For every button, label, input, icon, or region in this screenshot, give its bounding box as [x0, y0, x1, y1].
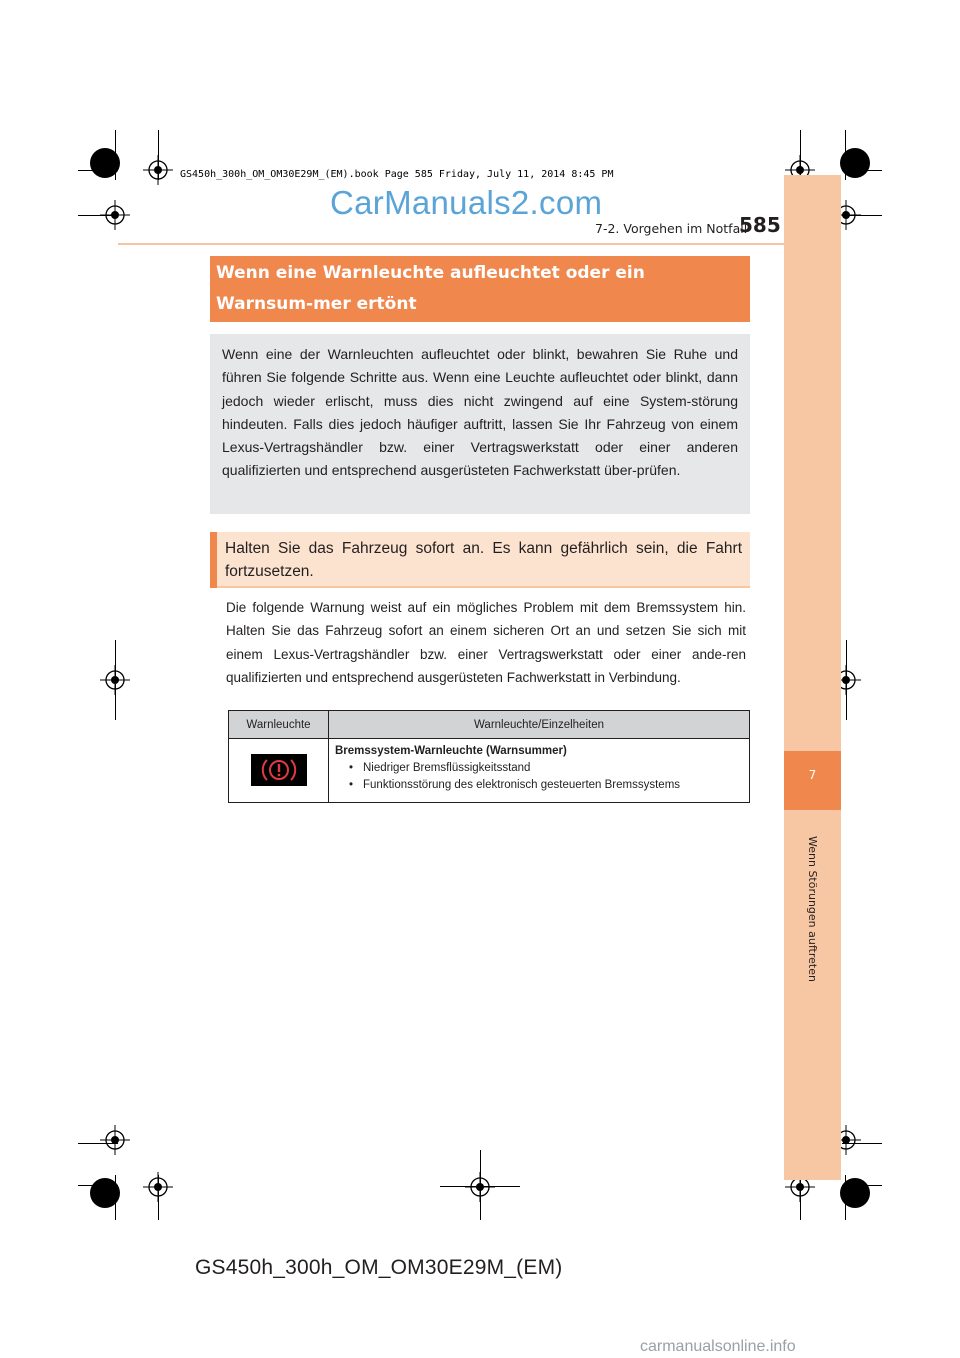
warning-title: Bremssystem-Warnleuchte (Warnsummer) [335, 745, 567, 757]
caution-bar [210, 532, 217, 588]
chapter-number: 7 [808, 768, 817, 782]
chapter-tab [784, 175, 841, 1180]
list-item: • Funktionsstörung des elektronisch gesteuerten Bremssystems [353, 777, 743, 794]
watermark-top: CarManuals2.com [330, 184, 603, 221]
registration-mark-icon [100, 665, 130, 695]
page-number: 585 [739, 213, 781, 237]
registration-mark-icon [100, 200, 130, 230]
table-row [229, 739, 750, 803]
header-rule [118, 243, 784, 245]
table-cell-details [329, 739, 750, 803]
list-item: • Niedriger Bremsflüssigkeitsstand [353, 760, 743, 777]
footer-code: GS450h_300h_OM_OM30E29M_(EM) [195, 1256, 563, 1279]
book-info: GS450h_300h_OM_OM30E29M_(EM).book Page 585 Friday, July 11, 2014 8:45 PM [180, 169, 614, 180]
brake-warning-icon [251, 754, 307, 786]
registration-mark-icon [143, 155, 173, 185]
watermark-bottom: carmanualsonline.info [640, 1338, 796, 1355]
registration-dot [840, 148, 870, 178]
caution-text: Halten Sie das Fahrzeug sofort an. Es kann gefährlich sein, die Fahrt fortzusetzen. [225, 540, 742, 580]
registration-dot [90, 148, 120, 178]
body-text: Die folgende Warnung weist auf ein mögliches Problem mit dem Bremssystem hin. Halten Sie das Fahrzeug sofort an einem sicheren Ort an und setzen Sie sich mit einem Lexus-Vertragshändler bzw. einer Vertragswerkstatt oder einer ande-ren qualifizierten und entsprechend ausgerüsteten Fachwerkstatt in Verbindung. [226, 600, 746, 685]
table-header-cell: Warnleuchte/Einzelheiten [329, 711, 750, 739]
table-header-row [229, 711, 750, 739]
table-header-cell: Warnleuchte [229, 711, 329, 739]
intro-text: Wenn eine der Warnleuchten aufleuchtet oder blinkt, bewahren Sie Ruhe und führen Sie folgende Schritte aus. Wenn eine Leuchte aufleuchtet oder blinkt, dann jedoch wieder erlischt, muss dies nicht zwingend auf eine System-störung hindeuten. Falls dies jedoch häufiger auftritt, lassen Sie Ihr Fahrzeug von einem Lexus-Vertragshändler bzw. einer Vertragswerkstatt oder einer anderen qualifizierten und entsprechend ausgerüsteten Fachwerkstatt über-prüfen. [222, 346, 738, 479]
warning-detail-list [335, 760, 743, 794]
running-header-section: 7-2. Vorgehen im Notfall [595, 221, 748, 236]
warning-table [228, 710, 750, 803]
section-title: Wenn eine Warnleuchte aufleuchtet oder ein Warnsum-mer ertönt [216, 263, 645, 314]
chapter-title: Wenn Störungen auftreten [806, 836, 819, 982]
registration-mark-icon [100, 1125, 130, 1155]
registration-dot [90, 1178, 120, 1208]
registration-mark-icon [143, 1172, 173, 1202]
registration-mark-icon [465, 1172, 495, 1202]
registration-dot [840, 1178, 870, 1208]
table-cell-icon [229, 739, 329, 803]
